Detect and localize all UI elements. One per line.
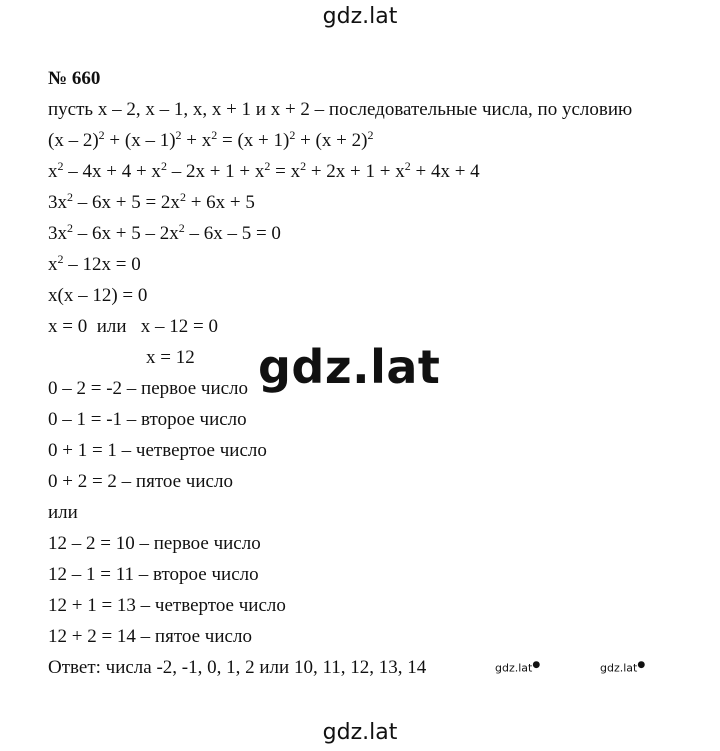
exponent: 2 — [178, 221, 185, 235]
exponent: 2 — [367, 128, 374, 142]
equation-part: = (x + 1) — [217, 130, 290, 151]
equation-part: = x — [270, 161, 301, 182]
exponent: 2 — [67, 221, 73, 235]
intro-text: пусть x – 2, x – 1, x, x + 1 и x + 2 – последовательные числа, по условию — [48, 99, 633, 120]
case2-line: 12 + 1 = 13 – четвертое число — [48, 595, 286, 616]
equation-line — [48, 125, 688, 156]
exponent: 2 — [98, 128, 105, 142]
equation-part: + (x – 1) — [104, 130, 176, 151]
watermark-small-1-text: gdz.lat — [495, 661, 533, 675]
case2-line: 12 + 2 = 14 – пятое число — [48, 626, 252, 647]
equation-part: 3x — [48, 192, 67, 213]
equation-part: – 12x = 0 — [63, 254, 141, 275]
equation-line — [48, 187, 688, 218]
answer-line: Ответ: числа -2, -1, 0, 1, 2 или 10, 11, 12, 13, 14 — [48, 657, 427, 678]
equation-part: + 2x + 1 + x — [306, 161, 405, 182]
exponent: 2 — [179, 190, 186, 204]
equation-part: – 6x – 5 = 0 — [184, 223, 281, 244]
equation-part: 3x — [48, 223, 67, 244]
exponent: 2 — [300, 159, 307, 173]
equation-line — [48, 218, 688, 249]
case2-line: 12 – 1 = 11 – второе число — [48, 564, 259, 585]
or-word: или — [48, 502, 78, 523]
equation-part: – 2x + 1 + x — [166, 161, 265, 182]
exponent: 2 — [264, 159, 271, 173]
exponent: 2 — [175, 128, 182, 142]
equation-part: – 6x + 5 – 2x — [73, 223, 179, 244]
equation-part: x — [48, 254, 58, 275]
roots-line: x = 0 или x – 12 = 0 — [48, 316, 218, 337]
case1-line: 0 + 1 = 1 – четвертое число — [48, 440, 267, 461]
exponent: 2 — [160, 159, 167, 173]
exponent: 2 — [57, 252, 64, 266]
equation-line — [48, 156, 688, 187]
watermark-small-2-text: gdz.lat — [600, 661, 638, 675]
equation-part: x — [48, 161, 58, 182]
watermark-small-2: gdz.lat● — [600, 660, 646, 675]
exponent: 2 — [57, 159, 64, 173]
case2-line: 12 – 2 = 10 – первое число — [48, 533, 261, 554]
factored-equation: x(x – 12) = 0 — [48, 285, 148, 306]
equation-part: + 6x + 5 — [185, 192, 255, 213]
equation-part: (x – 2) — [48, 130, 99, 151]
exponent: 2 — [404, 159, 411, 173]
second-root: x = 12 — [146, 347, 195, 368]
exponent: 2 — [67, 190, 73, 204]
equation-part: – 6x + 5 = 2x — [73, 192, 180, 213]
exponent: 2 — [289, 128, 296, 142]
equation-part: + 4x + 4 — [410, 161, 480, 182]
exponent: 2 — [211, 128, 218, 142]
watermark-top: gdz.lat — [322, 4, 398, 29]
equation-part: + (x + 2) — [295, 130, 368, 151]
case1-line: 0 – 2 = -2 – первое число — [48, 378, 249, 399]
case1-line: 0 – 1 = -1 – второе число — [48, 409, 247, 430]
equation-line — [48, 249, 688, 280]
problem-number: № 660 — [48, 68, 101, 89]
equation-part: + x — [181, 130, 212, 151]
watermark-bottom: gdz.lat — [322, 720, 398, 745]
watermark-center: gdz.lat — [258, 340, 441, 394]
case1-line: 0 + 2 = 2 – пятое число — [48, 471, 233, 492]
watermark-small-1: gdz.lat● — [495, 660, 541, 675]
equation-part: – 4x + 4 + x — [63, 161, 161, 182]
